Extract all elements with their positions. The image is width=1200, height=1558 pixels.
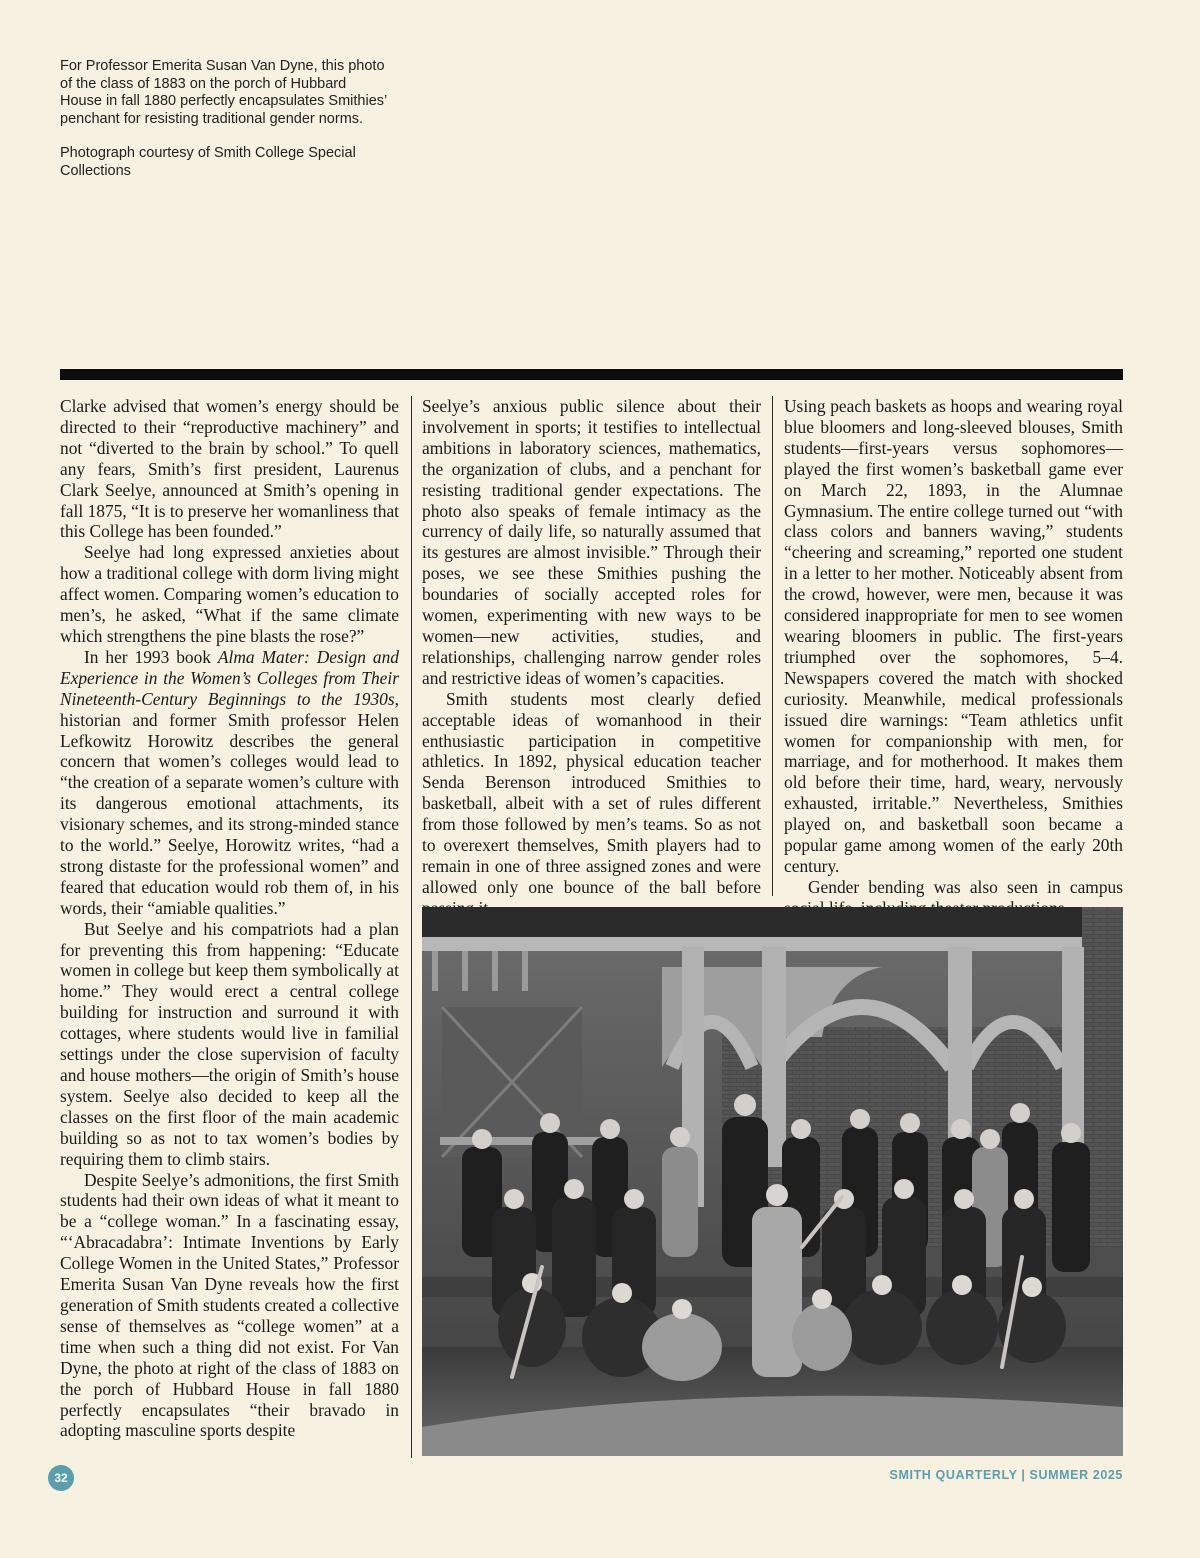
article-column-2 xyxy=(422,396,761,919)
column-divider xyxy=(411,396,412,1458)
magazine-issue-label: SMITH QUARTERLY | SUMMER 2025 xyxy=(889,1468,1123,1482)
column-divider xyxy=(772,396,773,896)
paragraph: Despite Seelye’s admonitions, the first Smith students had their own ideas of what it meant to be a “college woman.” In a fascinating essay, “‘Abracadabra’: Intimate Inventions by Early College Women in the United States,” Professor Emerita Susan Van Dyne reveals how the first generation of Smith students created a collective sense of themselves as “college women” at a time when such a thing did not exist. For Van Dyne, the photo at right of the class of 1883 on the porch of Hubbard House in fall 1880 perfectly encapsulates “their bravado in adopting masculine sports despite xyxy=(60,1169,399,1441)
paragraph-text: , historian and former Smith professor Helen Lefkowitz Horowitz describes the general concern that women’s colleges would lead to “the creation of a separate women’s culture with its dangerous emotional attachments, its visionary schemes, and its strong-minded stance to the world.” Seelye, Horowitz writes, “had a strong distaste for the professional women” and feared that education would rob them of, in his words, their “amiable qualities.” xyxy=(60,688,399,918)
page-number-badge: 32 xyxy=(48,1465,74,1491)
paragraph xyxy=(60,647,399,919)
paragraph: But Seelye and his compatriots had a plan for preventing this from happening: “Educate women in college but keep them symbolically at home.” They would erect a central college building for instruction and surround it with cottages, where students would live in familial settings under the close supervision of faculty and house mothers—the origin of Smith’s house system. Seelye also decided to keep all the classes on the first floor of the main academic building so as not to tax women’s bodies by requiring them to climb stairs. xyxy=(60,918,399,1169)
section-divider-rule xyxy=(60,369,1123,380)
caption-text: For Professor Emerita Susan Van Dyne, this photo of the class of 1883 on the porch of Hubbard House in fall 1880 perfectly encapsulates Smithies’ penchant for resisting traditional gender norms. xyxy=(60,58,387,127)
paragraph: Using peach baskets as hoops and wearing royal blue bloomers and long-sleeved blouses, Smith students—first-years versus sophomores—played the first women’s basketball game ever on March 22, 1893, in the Alumnae Gymnasium. The entire college turned out “with class colors and banners waving,” students “cheering and screaming,” reported one student in a letter to her mother. Noticeably absent from the crowd, however, were men, because it was considered inappropriate for men to see women wearing bloomers in public. The first-years triumphed over the sophomores, 5–4. Newspapers covered the match with shocked curiosity. Meanwhile, medical professionals issued dire warnings: “Team athletics unfit women for companionship with men, for marriage, and for motherhood. It makes them old before their time, hard, weary, nervously exhausted, irritable.” Nevertheless, Smithies played on, and basketball soon became a popular game among women of the early 20th century. xyxy=(784,396,1123,876)
article-column-3 xyxy=(784,396,1123,919)
paragraph: Smith students most clearly defied acceptable ideas of womanhood in their enthusiastic participation in competitive athletics. In 1892, physical education teacher Senda Berenson introduced Smithies to basketball, albeit with a set of rules different from those followed by men’s teams. So as not to overexert themselves, Smith players had to remain in one of three assigned zones and were allowed only one bounce of the ball before xyxy=(422,688,761,897)
paragraph: Clarke advised that women’s energy should be directed to their “reproductive machinery” and not “diverted to the brain by school.” To quell any fears, Smith’s first president, Laurenus Clark Seelye, announced at Smith’s opening in fall 1875, “It is to preserve her womanliness that this College has been founded.” xyxy=(60,396,399,542)
paragraph: Seelye had long expressed anxieties about how a traditional college with dorm living might affect women. Comparing women’s education to men’s, he asked, “What if the same climate which strengthens the pine blasts the rose?” xyxy=(60,542,399,646)
caption-credit: Photograph courtesy of Smith College Special Collections xyxy=(60,145,356,179)
paragraph-text: In her 1993 book xyxy=(84,646,218,667)
article-column-1 xyxy=(60,396,399,1441)
book-title: Alma Mater: Design and Experience in the Women’s Colleges from Their Nineteenth-Century Beginnings to the 1930s xyxy=(60,646,399,709)
historic-class-photo xyxy=(422,907,1123,1456)
photo-caption xyxy=(60,58,390,197)
paragraph: Seelye’s anxious public silence about their involvement in sports; it testifies to intellectual ambitions in laboratory sciences, mathematics, the organization of clubs, and a penchant for resisting traditional gender expectations. The photo also speaks of female intimacy as the currency of daily life, so naturally assumed that its gestures are almost invisible.” Through their poses, we see these Smithies pushing the boundaries of socially accepted roles for women, experimenting with new ways to be women—new activities, studies, and relationships, challenging narrow gender roles and restrictive ideas of women’s capacities. xyxy=(422,396,761,688)
paragraph: Gender bending was also seen in campus xyxy=(808,876,1123,897)
